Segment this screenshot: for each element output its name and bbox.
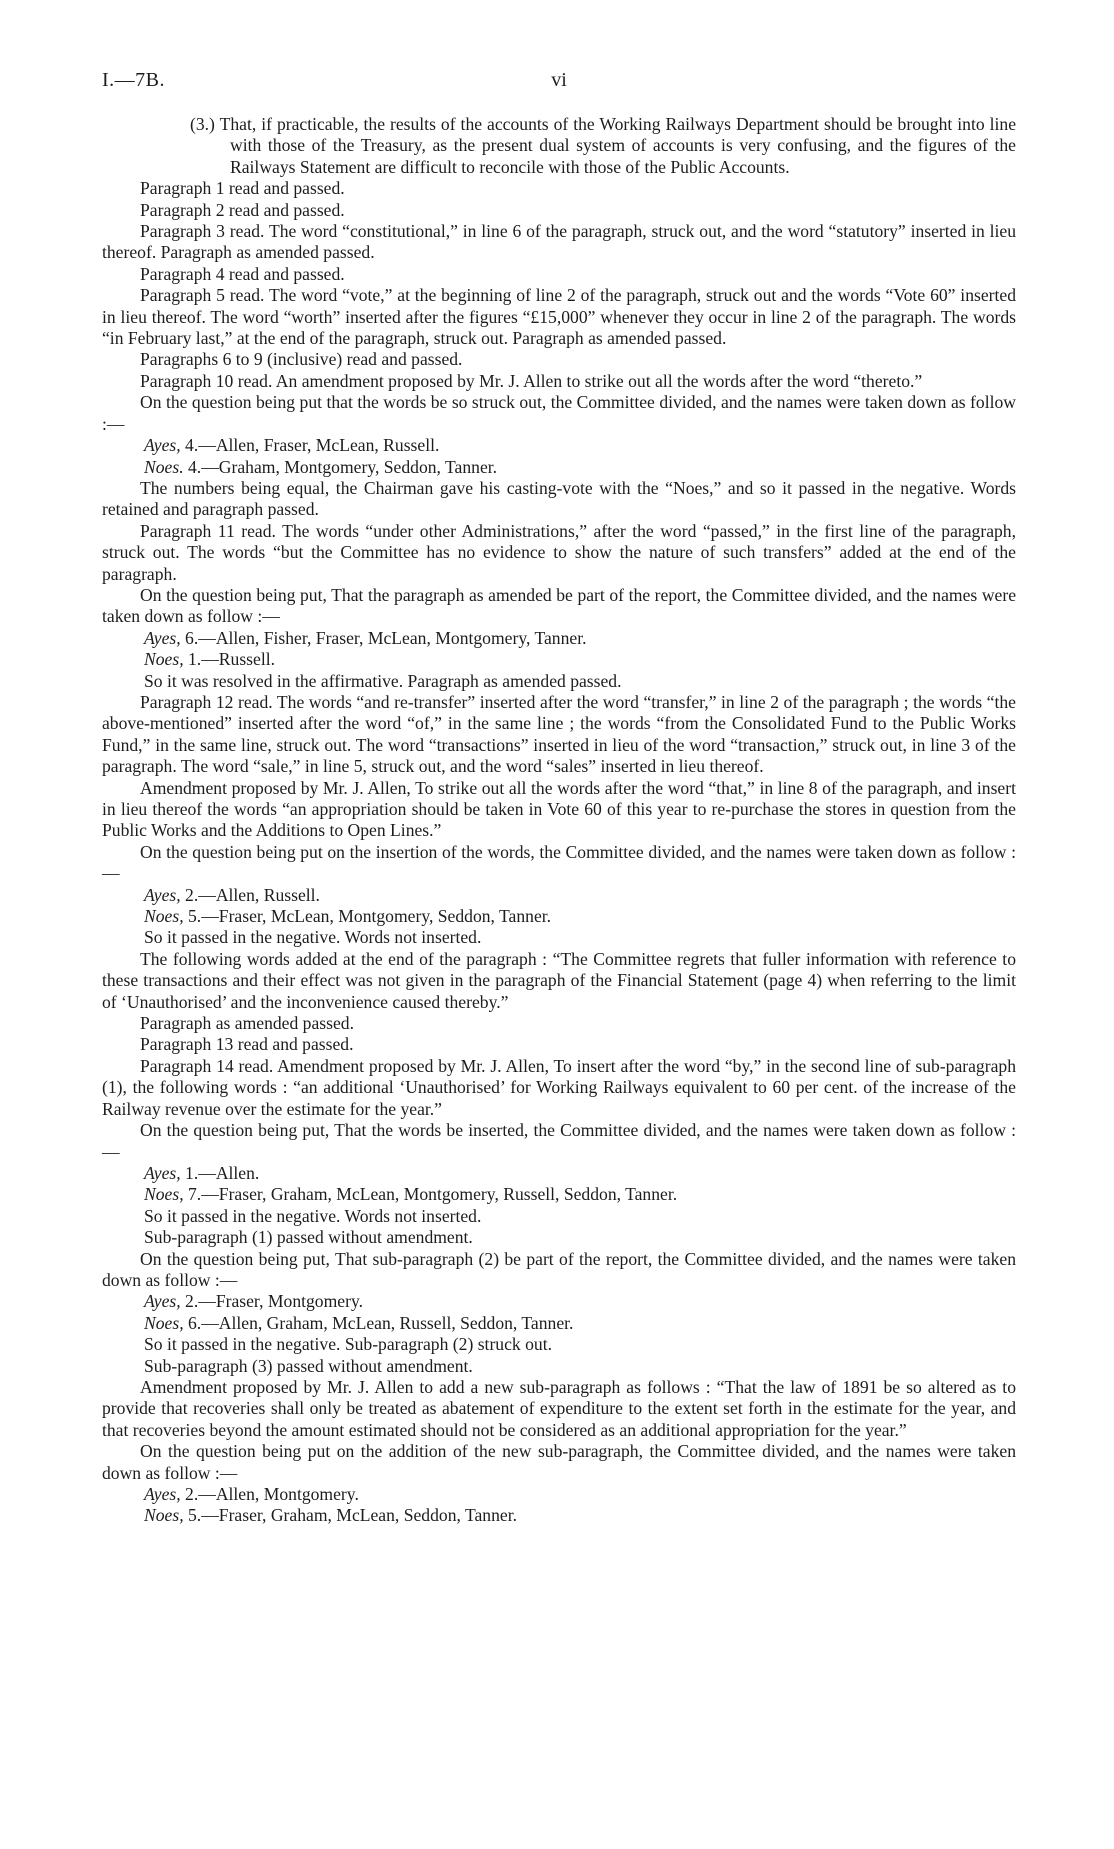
minutes-paragraph: On the question being put, That sub-paragraph (2) be part of the report, the Committee divided, and the names were taken down as follow :— bbox=[102, 1248, 1016, 1290]
vote-record bbox=[102, 1484, 1016, 1505]
report-reference: I.—7B. bbox=[102, 69, 165, 91]
minutes-paragraph: Paragraph 11 read. The words “under other Administrations,” after the word “passed,” in the first line of the paragraph, struck out. The words “but the Committee has no evidence to show the nature of such transfers” added at the end of the paragraph. bbox=[102, 520, 1016, 584]
vote-names: 1.—Russell. bbox=[183, 649, 275, 670]
minutes-paragraph: So it passed in the negative. Sub-paragraph (2) struck out. bbox=[144, 1334, 552, 1355]
minutes-paragraph: Paragraph 3 read. The word “constitutional,” in line 6 of the paragraph, struck out, and the word “statutory” inserted in lieu thereof. Paragraph as amended passed. bbox=[102, 221, 1016, 263]
vote-names: 2.—Allen, Russell. bbox=[180, 884, 320, 905]
minutes-paragraph: Paragraph 12 read. The words “and re-transfer” inserted after the word “transfer,” in line 2 of the paragraph ; the words “the above-mentioned” inserted after the word “of,” in the same line ; the words “from the Consolidated Fund to the Public Works Fund,” in the same line, struck out. The word “transactions” inserted in lieu of the word “transaction,” struck out, in line 3 of the paragraph. The word “sale,” in line 5, struck out, and the word “sales” inserted in lieu thereof. bbox=[102, 691, 1016, 777]
vote-label: Noes, bbox=[144, 1312, 184, 1333]
minutes-paragraph: Paragraph 10 read. An amendment proposed by Mr. J. Allen to strike out all the words after the word “thereto.” bbox=[140, 370, 923, 391]
vote-record bbox=[102, 885, 1016, 906]
vote-label: Ayes, bbox=[144, 627, 181, 648]
page-number: vi bbox=[551, 69, 567, 91]
minutes-paragraph: Amendment proposed by Mr. J. Allen to add a new sub-paragraph as follows : “That the law of 1891 be so altered as to provide that recoveries shall only be treated as abatement of expenditure to the extent set forth in the estimate for the year, and that recoveries beyond the amount estimated should not be considered as an additional appropriation for the year.” bbox=[102, 1376, 1016, 1440]
vote-record bbox=[102, 649, 1016, 670]
vote-names: 1.—Allen. bbox=[180, 1162, 260, 1183]
vote-label: Noes, bbox=[144, 906, 184, 927]
minutes-paragraph: On the question being put on the insertion of the words, the Committee divided, and the names were taken down as follow :— bbox=[102, 841, 1016, 884]
vote-record bbox=[102, 1163, 1016, 1184]
vote-record bbox=[102, 628, 1016, 649]
minutes-paragraph: Paragraph 14 read. Amendment proposed by Mr. J. Allen, To insert after the word “by,” in the second line of sub-paragraph (1), the following words : “an additional ‘Unauthorised’ for Working Railways equivalent to 60 per cent. of the increase of the Railway revenue over the estimate for the year.” bbox=[102, 1055, 1016, 1119]
minutes-paragraph: Paragraph 2 read and passed. bbox=[140, 199, 345, 220]
minutes-paragraph: Paragraphs 6 to 9 (inclusive) read and passed. bbox=[140, 349, 463, 370]
minutes-paragraph: So it passed in the negative. Words not inserted. bbox=[144, 1205, 482, 1226]
minutes-paragraph: On the question being put on the addition of the new sub-paragraph, the Committee divided, and the names were taken down as follow :— bbox=[102, 1441, 1016, 1483]
vote-label: Ayes, bbox=[144, 435, 181, 456]
vote-names: 4.—Graham, Montgomery, Seddon, Tanner. bbox=[183, 456, 498, 477]
vote-record bbox=[102, 435, 1016, 456]
minutes-paragraph: Sub-paragraph (3) passed without amendment. bbox=[144, 1355, 473, 1376]
vote-names: 4.—Allen, Fraser, McLean, Russell. bbox=[180, 435, 440, 456]
minutes-paragraph: The following words added at the end of the paragraph : “The Committee regrets that fuller information with reference to these transactions and their effect was not given in the paragraph of the Financial Statement (page 4) when referring to the limit of ‘Unauthorised’ and the inconvenience caused thereby.” bbox=[102, 948, 1016, 1012]
vote-label: Noes, bbox=[144, 649, 184, 670]
minutes-paragraph: Paragraph 5 read. The word “vote,” at the beginning of line 2 of the paragraph, struck out and the words “Vote 60” inserted in lieu thereof. The word “worth” inserted after the figures “£15,000” whenever they occur in line 2 of the paragraph. The words “in February last,” at the end of the paragraph, struck out. Paragraph as amended passed. bbox=[102, 285, 1016, 349]
minutes-paragraph: Paragraph 1 read and passed. bbox=[140, 178, 345, 199]
vote-label: Noes, bbox=[144, 1184, 184, 1205]
vote-names: 2.—Fraser, Montgomery. bbox=[180, 1291, 364, 1312]
minutes-paragraph: Sub-paragraph (1) passed without amendment. bbox=[144, 1227, 473, 1248]
vote-names: 6.—Allen, Fisher, Fraser, McLean, Montgomery, Tanner. bbox=[180, 627, 587, 648]
vote-names: 2.—Allen, Montgomery. bbox=[180, 1484, 359, 1504]
minutes-body bbox=[102, 178, 1016, 1527]
vote-names: 5.—Fraser, McLean, Montgomery, Seddon, Tanner. bbox=[183, 906, 552, 927]
vote-record bbox=[102, 457, 1016, 478]
page-header bbox=[102, 70, 1016, 100]
minutes-paragraph: Paragraph 4 read and passed. bbox=[140, 263, 345, 284]
vote-label: Noes, bbox=[144, 1505, 184, 1526]
vote-record bbox=[102, 1291, 1016, 1312]
minutes-paragraph: On the question being put that the words be so struck out, the Committee divided, and the names were taken down as follow :— bbox=[102, 392, 1016, 434]
vote-label: Ayes, bbox=[144, 1484, 181, 1504]
vote-label: Ayes, bbox=[144, 884, 181, 905]
minutes-paragraph: On the question being put, That the words be inserted, the Committee divided, and the names were taken down as follow :— bbox=[102, 1120, 1016, 1162]
vote-record bbox=[102, 906, 1016, 927]
vote-names: 7.—Fraser, Graham, McLean, Montgomery, Russell, Seddon, Tanner. bbox=[183, 1184, 678, 1205]
minutes-paragraph: On the question being put, That the paragraph as amended be part of the report, the Committee divided, and the names were taken down as follow :— bbox=[102, 584, 1016, 627]
vote-names: 5.—Fraser, Graham, McLean, Seddon, Tanner. bbox=[183, 1505, 517, 1526]
vote-label: Ayes, bbox=[144, 1162, 181, 1183]
minutes-paragraph: Amendment proposed by Mr. J. Allen, To strike out all the words after the word “that,” in line 8 of the paragraph, and insert in lieu thereof the words “an appropriation should be taken in Vote 60 of this year to re-purchase the stores in question from the Public Works and the Additions to Open Lines.” bbox=[102, 777, 1016, 841]
vote-names: 6.—Allen, Graham, McLean, Russell, Seddon, Tanner. bbox=[183, 1312, 574, 1333]
minutes-paragraph: So it passed in the negative. Words not inserted. bbox=[144, 927, 482, 948]
minutes-paragraph: The numbers being equal, the Chairman gave his casting-vote with the “Noes,” and so it passed in the negative. Words retained and paragraph passed. bbox=[102, 477, 1016, 520]
vote-label: Noes. bbox=[144, 456, 184, 477]
vote-record bbox=[102, 1505, 1016, 1526]
vote-label: Ayes, bbox=[144, 1291, 181, 1312]
recommendation-3: (3.) That, if practicable, the results of the accounts of the Working Railways Department should be brought into line with those of the Treasury, as the present dual system of accounts is very confusing, and the figures of the Railways Statement are difficult to reconcile with those of the Public Accounts. bbox=[190, 114, 1016, 177]
vote-record bbox=[102, 1313, 1016, 1334]
minutes-paragraph: So it was resolved in the affirmative. Paragraph as amended passed. bbox=[144, 670, 622, 691]
minutes-paragraph: Paragraph as amended passed. bbox=[140, 1013, 354, 1034]
minutes-paragraph: Paragraph 13 read and passed. bbox=[140, 1034, 354, 1055]
vote-record bbox=[102, 1184, 1016, 1205]
